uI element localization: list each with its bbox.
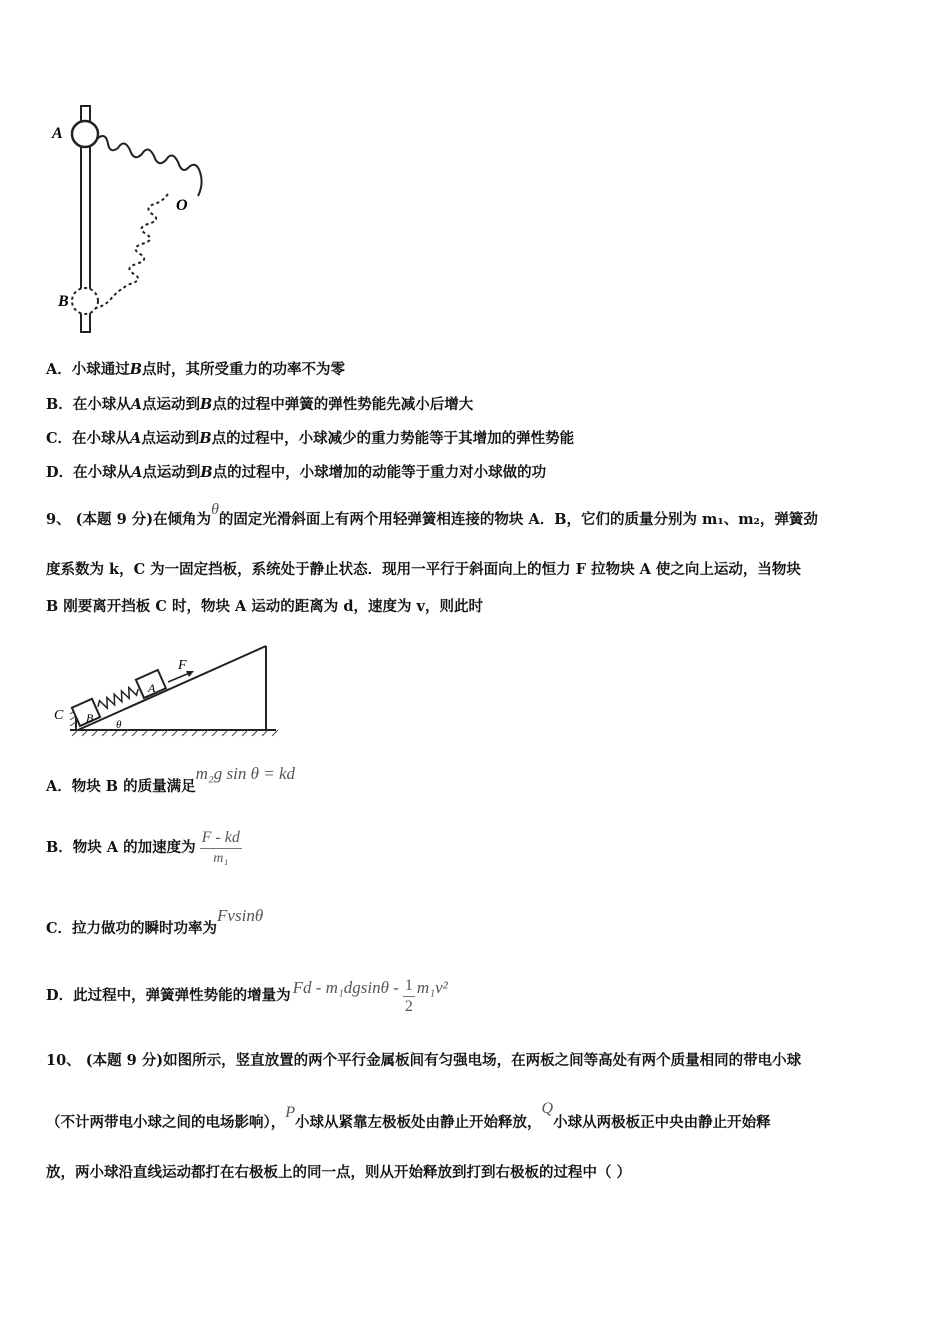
label-o: O [176,197,188,214]
q9-option-a: A．物块 B 的质量满足m₂g sin θ = kd [46,764,296,795]
q10-stem-line1: 10、 (本题 9 分)如图所示，竖直放置的两个平行金属板间有匀强电场，在两板之间等高处有两个质量相同的带电小球 [46,1052,802,1069]
q8-option-d: D．在小球从A点运动到B点的过程中，小球增加的动能等于重力对小球做的功 [46,464,547,481]
q8-option-c: C．在小球从A点运动到B点的过程中，小球减少的重力势能等于其增加的弹性势能 [46,430,575,447]
ball-a [72,121,98,147]
label-f: F [178,658,187,673]
spring [96,684,140,711]
q9-incline-figure [48,640,280,745]
label-a: A [52,125,63,142]
fraction: $\frac{F - kd}{\text{m₁}}$ [201,828,240,866]
q8-option-b: B．在小球从A点运动到B点的过程中弹簧的弹性势能先减小后增大 [46,396,474,413]
q10-stem-line2: （不计两带电小球之间的电场影响），P小球从紧靠左极板处由静止开始释放，Q小球从两极板正中央由静止开始释 [46,1100,771,1131]
label-a: A [148,681,156,695]
q8-option-a: A．小球通过B点时，其所受重力的功率不为零 [46,361,346,378]
label-c: C [54,708,64,723]
q10-stem-line3: 放，两小球沿直线运动都打在右极板上的同一点，则从开始释放到打到右极板的过程中（ ） [46,1164,632,1181]
q9-stem-line2: 度系数为 k，C 为一固定挡板，系统处于静止状态．现用一平行于斜面向上的恒力 F 拉物块 A 使之向上运动，当物块 [46,561,801,578]
label-theta: θ [116,719,122,731]
q9-option-c: C．拉力做功的瞬时功率为Fvsinθ [46,906,264,937]
q9-option-b: B．物块 A 的加速度为 $\frac{F - kd}{\text{m₁}}$ [46,820,242,876]
label-b: B [86,711,94,725]
fraction: $\frac{1}{2}$ [404,976,413,1015]
q9-option-d: D．此过程中，弹簧弹性势能的增量为 Fd - m₁dgsinθ - $\frac{1}{2}$ m₁v² [46,976,448,1015]
q9-stem-line3: B 刚要离开挡板 C 时，物块 A 运动的距离为 d，速度为 v，则此时 [46,598,483,615]
spring-dashed [96,194,168,308]
incline-surface [78,646,266,730]
label-b: B [58,293,69,310]
spring-solid [98,136,202,196]
ball-b [72,288,98,314]
q9-stem-line1: 9、 (本题 9 分)在倾角为θ的固定光滑斜面上有两个用轻弹簧相连接的物块 A．B，它们的质量分别为 m₁、m₂，弹簧劲 [46,501,818,528]
q8-spring-figure [40,98,210,343]
